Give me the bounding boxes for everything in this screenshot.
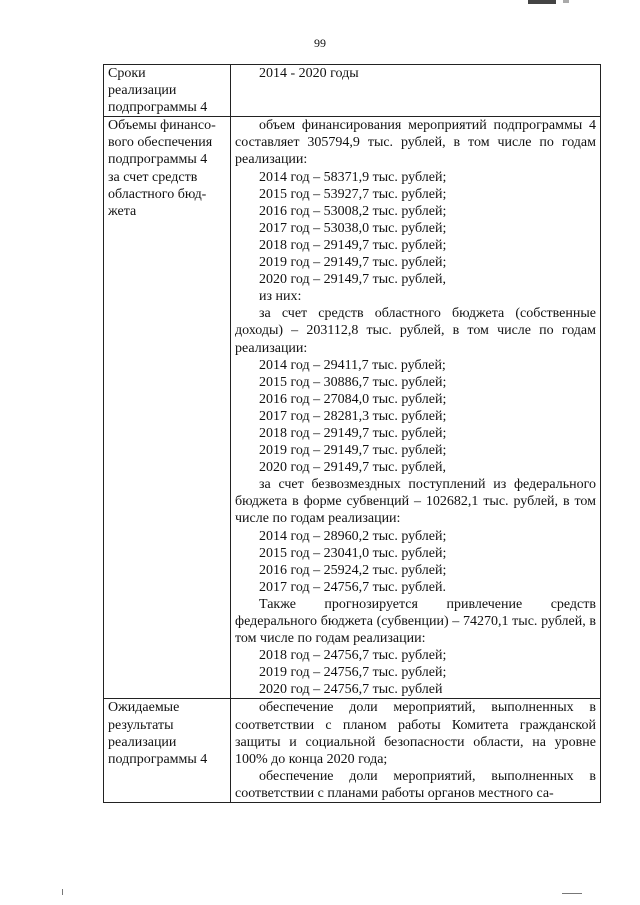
label-line: жета (108, 203, 137, 219)
row-content-period (231, 65, 601, 117)
table-row-period (104, 65, 601, 117)
forecast-funds-year-line: 2020 год – 24756,7 тыс. рублей (259, 682, 443, 698)
of-them-text: из них: (259, 289, 302, 305)
result-paragraph: обеспечение доли мероприятий, выполненных в соответствии с планами работы органов местного са- (235, 768, 596, 801)
federal-funds-intro: за счет безвозмездных поступлений из федерального бюджета в форме субвенций – 102682,1 тыс. рублей, в том числе по годам реализации: (235, 477, 596, 527)
label-line: подпрограммы 4 (108, 100, 208, 116)
federal-funds-year-line: 2016 год – 25924,2 тыс. рублей; (259, 562, 447, 578)
row-content-results (231, 699, 601, 803)
period-text: 2014 - 2020 годы (259, 66, 359, 81)
own-funds-year-line: 2016 год – 27084,0 тыс. рублей; (259, 391, 447, 407)
label-line: Сроки (108, 66, 146, 81)
table-row-results (104, 699, 601, 803)
funding-year-line: 2017 год – 53038,0 тыс. рублей; (259, 220, 447, 236)
scan-artifact-mark (62, 889, 63, 895)
forecast-funds-year-line: 2018 год – 24756,7 тыс. рублей; (259, 648, 447, 664)
funding-year-line: 2019 год – 29149,7 тыс. рублей; (259, 255, 447, 271)
own-funds-year-line: 2017 год – 28281,3 тыс. рублей; (259, 408, 447, 424)
row-label-period (104, 65, 231, 117)
scan-artifact-mark (528, 0, 556, 4)
label-line: реализации (108, 734, 177, 750)
funding-year-line: 2015 год – 53927,7 тыс. рублей; (259, 186, 447, 202)
federal-funds-year-line: 2017 год – 24756,7 тыс. рублей. (259, 579, 446, 595)
label-line: результаты (108, 717, 174, 733)
label-line: подпрограммы 4 (108, 152, 208, 168)
label-line: реализации (108, 83, 177, 99)
label-line: Объемы финансо- (108, 118, 216, 134)
funding-intro: объем финансирования мероприятий подпрограммы 4 составляет 305794,9 тыс. рублей, в том числе по годам реализации: (235, 118, 596, 168)
federal-funds-year-line: 2014 год – 28960,2 тыс. рублей; (259, 528, 447, 544)
label-line: подпрограммы 4 (108, 751, 208, 767)
forecast-funds-year-line: 2019 год – 24756,7 тыс. рублей; (259, 665, 447, 681)
federal-funds-year-line: 2015 год – 23041,0 тыс. рублей; (259, 545, 447, 561)
own-funds-year-line: 2018 год – 29149,7 тыс. рублей; (259, 425, 447, 441)
subprogram-passport-table (103, 64, 601, 803)
own-funds-year-line: 2020 год – 29149,7 тыс. рублей, (259, 460, 446, 476)
own-funds-year-line: 2014 год – 29411,7 тыс. рублей; (259, 357, 446, 373)
scan-artifact-mark (563, 0, 569, 3)
own-funds-year-line: 2015 год – 30886,7 тыс. рублей; (259, 374, 447, 390)
label-line: вого обеспечения (108, 135, 213, 151)
row-label-funding (104, 117, 231, 699)
label-line: Ожидаемые (108, 700, 180, 716)
row-content-funding (231, 117, 601, 699)
funding-year-line: 2018 год – 29149,7 тыс. рублей; (259, 237, 447, 253)
page-number: 99 (314, 36, 326, 50)
own-funds-intro: за счет средств областного бюджета (собственные доходы) – 203112,8 тыс. рублей, в том числе по годам реализации: (235, 306, 596, 356)
label-line: областного бюд- (108, 186, 207, 202)
forecast-funds-intro: Также прогнозируется привлечение средств федерального бюджета (субвенции) – 74270,1 тыс. рублей, в том числе по годам реализации: (235, 596, 596, 647)
funding-year-line: 2016 год – 53008,2 тыс. рублей; (259, 203, 447, 219)
label-line: за счет средств (108, 169, 198, 185)
result-paragraph: обеспечение доли мероприятий, выполненных в соответствии с планом работы Комитета гражданской защиты и социальной безопасности области, на уровне 100% до конца 2020 года; (235, 700, 596, 767)
own-funds-year-line: 2019 год – 29149,7 тыс. рублей; (259, 443, 447, 459)
funding-year-line: 2020 год – 29149,7 тыс. рублей, (259, 272, 446, 288)
table-row-funding (104, 117, 601, 699)
row-label-results (104, 699, 231, 803)
scan-artifact-mark (562, 893, 582, 894)
funding-year-line: 2014 год – 58371,9 тыс. рублей; (259, 169, 447, 185)
